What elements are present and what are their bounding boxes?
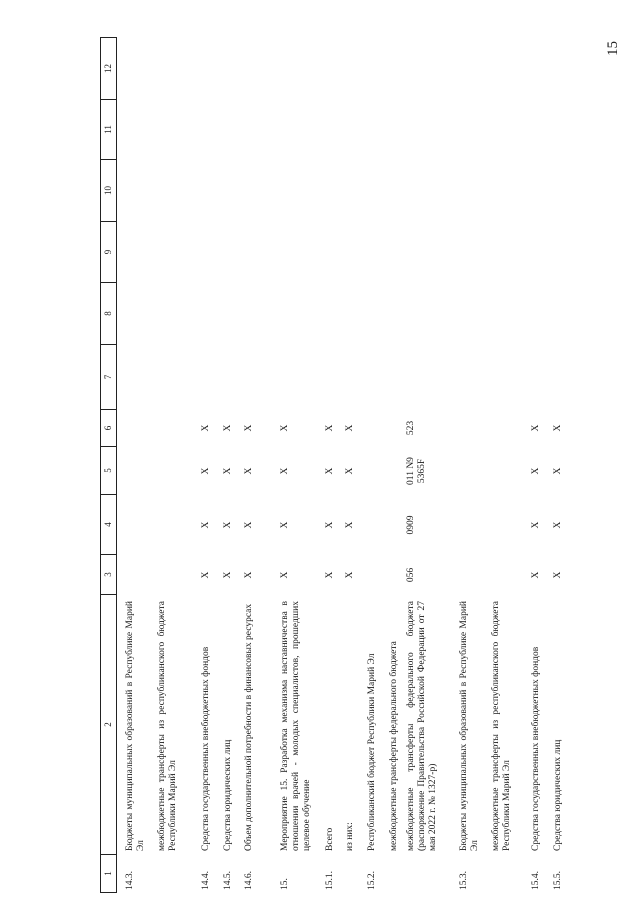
row-number: 14.3. <box>125 871 135 890</box>
page-number: 15 <box>605 41 621 56</box>
cell-col-3: X <box>531 571 541 579</box>
header-cell-col-11: 11 <box>101 99 116 159</box>
cell-col-4: X <box>553 521 563 529</box>
row-number: 15. <box>280 878 290 890</box>
cell-col-6: X <box>223 424 233 432</box>
cell-col-4: X <box>223 521 233 529</box>
row-number: 14.4. <box>201 871 211 890</box>
header-cell-col-1: 1 <box>101 854 116 892</box>
cell-col-3: X <box>553 571 563 579</box>
cell-col-4: X <box>345 521 355 529</box>
row-number: 15.4. <box>531 871 541 890</box>
cell-col-5: X <box>325 467 335 475</box>
row-description: Бюджеты муниципальных образований в Республике Марий Эл <box>459 601 480 851</box>
row-number: 15.2. <box>367 871 377 890</box>
cell-col-5: X <box>553 467 563 475</box>
row-description: межбюджетные трансферты федерального бюджета <box>389 641 399 851</box>
row-number: 14.5. <box>223 871 233 890</box>
row-description: Средства юридических лиц <box>223 739 233 851</box>
cell-col-6: X <box>201 424 211 432</box>
cell-col-6: X <box>531 424 541 432</box>
header-cell-col-5: 5 <box>101 446 116 494</box>
cell-col-5: X <box>244 467 254 475</box>
row-description: Всего <box>325 827 335 851</box>
cell-col-3: X <box>223 571 233 579</box>
row-number: 15.1. <box>325 871 335 890</box>
cell-col-3: X <box>244 571 254 579</box>
cell-col-5: 011 N9 5365F <box>406 457 427 485</box>
row-description: Бюджеты муниципальных образований в Республике Марий Эл <box>125 601 146 851</box>
cell-col-5: X <box>345 467 355 475</box>
header-cell-col-3: 3 <box>101 554 116 594</box>
header-cell-col-8: 8 <box>101 282 116 344</box>
row-description: из них: <box>345 822 355 851</box>
header-cell-col-6: 6 <box>101 409 116 446</box>
cell-col-4: 0909 <box>406 515 416 535</box>
row-description: Средства государственных внебюджетных фондов <box>531 646 541 851</box>
row-description: межбюджетные трансферты из республиканского бюджета Республики Марий Эл <box>491 601 512 851</box>
cell-col-4: X <box>280 521 290 529</box>
row-description: Объем дополнительной потребности в финансовых ресурсах <box>244 603 254 851</box>
cell-col-5: X <box>531 467 541 475</box>
row-description: Средства государственных внебюджетных фондов <box>201 646 211 851</box>
row-number: 15.3. <box>459 871 469 890</box>
header-cell-col-9: 9 <box>101 221 116 282</box>
header-cell-col-7: 7 <box>101 344 116 409</box>
cell-col-6: 523 <box>406 420 416 436</box>
cell-col-4: X <box>531 521 541 529</box>
header-cell-col-12: 12 <box>101 37 116 99</box>
row-description: Средства юридических лиц <box>553 739 563 851</box>
cell-col-6: X <box>325 424 335 432</box>
header-cell-col-10: 10 <box>101 159 116 221</box>
cell-col-4: X <box>244 521 254 529</box>
budget-table <box>100 38 575 893</box>
cell-col-6: X <box>345 424 355 432</box>
cell-col-4: X <box>201 521 211 529</box>
cell-col-3: X <box>201 571 211 579</box>
cell-col-5: X <box>201 467 211 475</box>
row-number: 15.5. <box>553 871 563 890</box>
header-cell-col-4: 4 <box>101 494 116 554</box>
row-description: Мероприятие 15. Разработка механизма наставничества в отношении врачей - молодых специалистов, прошедших целевое обучение <box>280 601 312 851</box>
cell-col-3: X <box>325 571 335 579</box>
cell-col-3: 056 <box>406 567 416 583</box>
cell-col-5: X <box>280 467 290 475</box>
row-description: Республиканский бюджет Республики Марий Эл <box>367 653 377 851</box>
cell-col-6: X <box>280 424 290 432</box>
cell-col-3: X <box>280 571 290 579</box>
cell-col-6: X <box>553 424 563 432</box>
cell-col-6: X <box>244 424 254 432</box>
row-description: межбюджетные трансферты федерального бюджета (распоряжение Правительства Российской Федерации от 27 мая 2022 г. № 1327-р) <box>406 601 438 851</box>
cell-col-3: X <box>345 571 355 579</box>
table-header-row <box>100 37 117 893</box>
row-number: 14.6. <box>244 871 254 890</box>
cell-col-4: X <box>325 521 335 529</box>
cell-col-5: X <box>223 467 233 475</box>
header-cell-col-2: 2 <box>101 594 116 854</box>
row-description: межбюджетные трансферты из республиканского бюджета Республики Марий Эл <box>157 601 178 851</box>
